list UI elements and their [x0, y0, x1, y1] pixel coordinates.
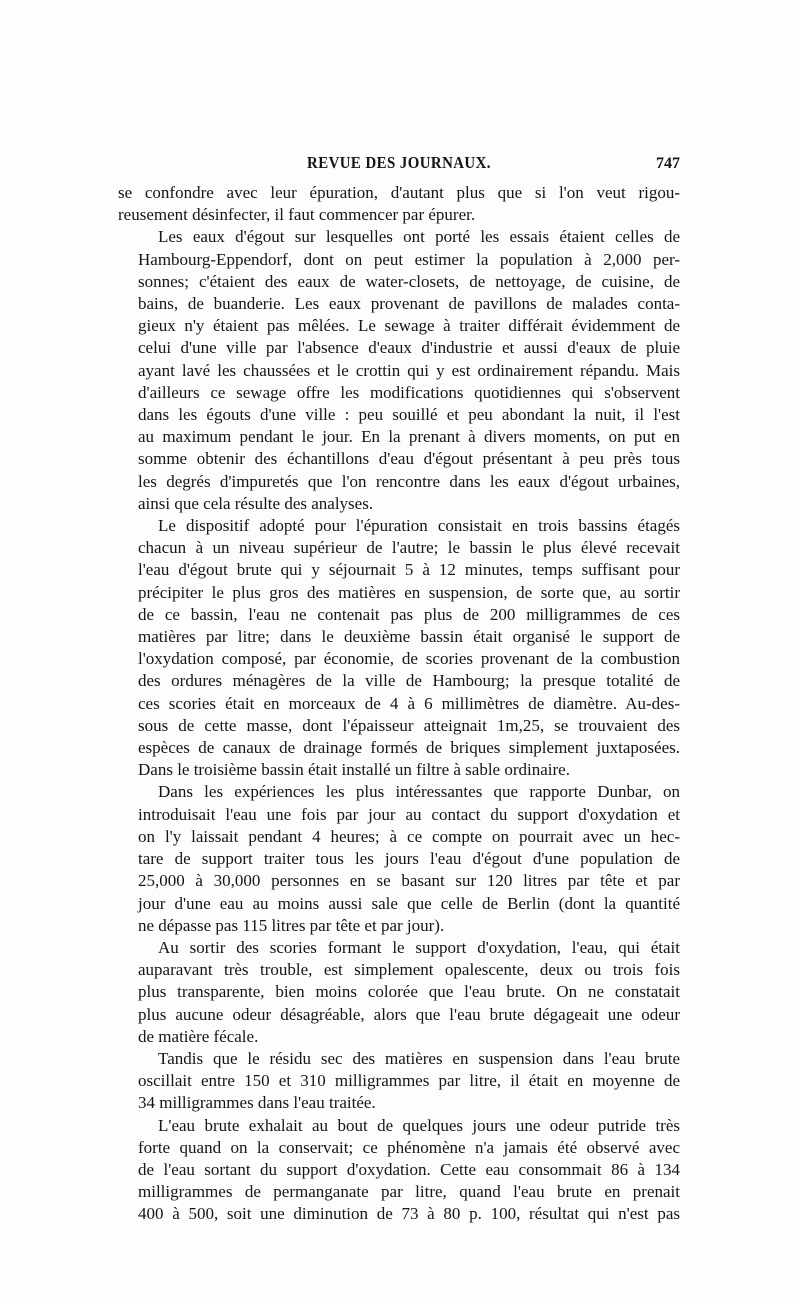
text-line: sous de cette masse, dont l'épaisseur atteignait 1m,25, se trouvaient des — [138, 715, 680, 735]
text-line: matières par litre; dans le deuxième bassin était organisé le support de — [138, 627, 680, 647]
text-line: Au sortir des scories formant le support d'oxydation, l'eau, qui était — [158, 937, 680, 957]
paragraph — [118, 226, 680, 515]
paragraph — [118, 1115, 680, 1226]
text-line: espèces de canaux de drainage formés de briques simplement juxtaposées. — [138, 738, 680, 758]
paragraph — [118, 515, 680, 781]
text-line: Hambourg-Eppendorf, dont on peut estimer la population à 2,000 per- — [138, 249, 680, 269]
text-line: ainsi que cela résulte des analyses. — [138, 493, 374, 513]
text-line: d'ailleurs ce sewage offre les modifications quotidiennes qui s'observent — [138, 382, 680, 402]
text-line: chacun à un niveau supérieur de l'autre; le bassin le plus élevé recevait — [138, 538, 680, 558]
text-line: Tandis que le résidu sec des matières en suspension dans l'eau brute — [158, 1048, 680, 1068]
text-line: somme obtenir des échantillons d'eau d'égout présentant à peu près tous — [138, 449, 680, 469]
text-line: 400 à 500, soit une diminution de 73 à 80 p. 100, résultat qui n'est pas — [138, 1204, 680, 1224]
text-line: auparavant très trouble, est simplement opalescente, deux ou trois fois — [138, 960, 680, 980]
text-line: Les eaux d'égout sur lesquelles ont porté les essais étaient celles de — [158, 227, 680, 247]
text-line: 25,000 à 30,000 personnes en se basant sur 120 litres par tête et par — [138, 871, 680, 891]
text-line: ne dépasse pas 115 litres par tête et par jour). — [138, 915, 445, 935]
text-line: dans les égouts d'une ville : peu souillé et peu abondant la nuit, il l'est — [138, 405, 680, 425]
running-title: REVUE DES JOURNAUX. — [307, 153, 491, 172]
text-line: 34 milligrammes dans l'eau traitée. — [138, 1093, 376, 1113]
text-line: de l'eau sortant du support d'oxydation. Cette eau consommait 86 à 134 — [138, 1159, 680, 1179]
text-line: ayant lavé les chaussées et le crottin qui y est ordinairement répandu. Mais — [138, 360, 680, 380]
text-line: plus aucune odeur désagréable, alors que l'eau brute dégageait une odeur — [138, 1004, 680, 1024]
text-line: précipiter le plus gros des matières en suspension, de sorte que, au sortir — [138, 582, 680, 602]
text-line: plus transparente, bien moins colorée que l'eau brute. On ne constatait — [138, 982, 680, 1002]
text-line: des ordures ménagères de la ville de Hambourg; la presque totalité de — [138, 671, 680, 691]
text-line: de ce bassin, l'eau ne contenait pas plus de 200 milligrammes de ces — [138, 604, 680, 624]
text-line: oscillait entre 150 et 310 milligrammes par litre, il était en moyenne de — [138, 1071, 680, 1091]
text-line: de matière fécale. — [138, 1026, 259, 1046]
text-line: celui d'une ville par l'absence d'eaux d'industrie et aussi d'eaux de pluie — [138, 338, 680, 358]
text-line: ces scories était en morceaux de 4 à 6 millimètres de diamètre. Au-des- — [138, 693, 680, 713]
text-line: L'eau brute exhalait au bout de quelques jours une odeur putride très — [158, 1115, 680, 1135]
body-text — [118, 182, 680, 1226]
text-line: introduisait l'eau une fois par jour au contact du support d'oxydation et — [138, 804, 680, 824]
text-line: milligrammes de permanganate par litre, quand l'eau brute en prenait — [138, 1182, 680, 1202]
page-header — [118, 153, 680, 175]
text-line: au maximum pendant le jour. En la prenant à divers moments, on put en — [138, 427, 680, 447]
text-line: les degrés d'impuretés que l'on rencontre dans les eaux d'égout urbaines, — [138, 471, 680, 491]
text-line: forte quand on la conservait; ce phénomène n'a jamais été observé avec — [138, 1137, 680, 1157]
text-line: on l'y laissait pendant 4 heures; à ce compte on pourrait avec un hec- — [138, 826, 680, 846]
text-line: sonnes; c'étaient des eaux de water-closets, de nettoyage, de cuisine, de — [138, 271, 680, 291]
text-line: gieux n'y étaient pas mêlées. Le sewage à traiter différait évidemment de — [138, 316, 680, 336]
paragraph — [118, 182, 680, 226]
paragraph — [118, 781, 680, 936]
text-line: Le dispositif adopté pour l'épuration consistait en trois bassins étagés — [158, 516, 680, 536]
text-line: tare de support traiter tous les jours l'eau d'égout d'une population de — [138, 849, 680, 869]
text-line: reusement désinfecter, il faut commencer par épurer. — [118, 205, 476, 225]
text-line: Dans le troisième bassin était installé un filtre à sable ordinaire. — [138, 760, 570, 780]
text-line: jour d'une eau au moins aussi sale que celle de Berlin (dont la quantité — [138, 893, 680, 913]
text-line: l'oxydation composé, par économie, de scories provenant de la combustion — [138, 649, 680, 669]
paragraph — [118, 937, 680, 1048]
text-line: se confondre avec leur épuration, d'autant plus que si l'on veut rigou- — [118, 183, 680, 202]
text-line: l'eau d'égout brute qui y séjournait 5 à 12 minutes, temps suffisant pour — [138, 560, 680, 580]
page-number: 747 — [656, 155, 680, 172]
paragraph — [118, 1048, 680, 1115]
text-line: bains, de buanderie. Les eaux provenant de pavillons de malades conta- — [138, 294, 680, 314]
text-line: Dans les expériences les plus intéressantes que rapporte Dunbar, on — [158, 782, 680, 802]
